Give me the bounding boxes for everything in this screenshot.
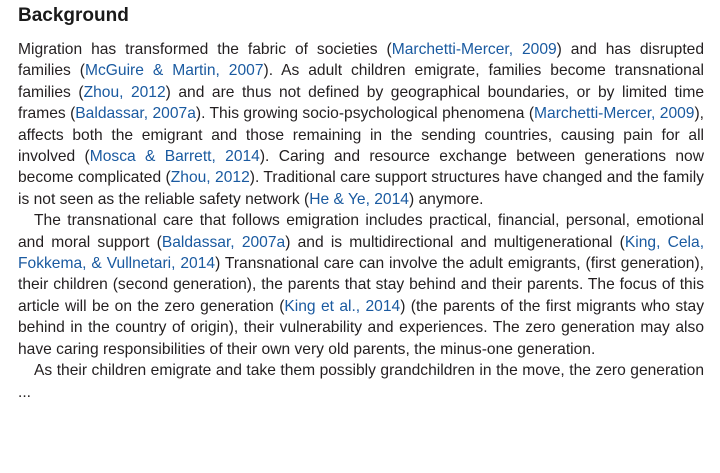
paragraph-text: ). Caring and resource exchange between generations now become complicated (	[18, 148, 704, 187]
citation-link[interactable]: Mosca & Barrett, 2014	[89, 148, 260, 166]
paragraph-3	[18, 360, 704, 403]
paragraph-text: ) and are thus not defined by geographical boundaries, or by limited time frames (	[18, 83, 705, 123]
article-page	[18, 0, 704, 403]
citation-link[interactable]: McGuire & Martin, 2007	[85, 62, 264, 80]
paragraph-text: ) and is multidirectional and multigenerational (	[285, 233, 625, 251]
paragraph-text: Migration has transformed the fabric of societies (	[18, 41, 392, 58]
citation-link[interactable]: Marchetti-Mercer, 2009	[534, 105, 695, 123]
paragraph-text: ) anymore.	[408, 190, 484, 208]
paragraph-text: The transnational care that follows emigration includes practical, financial, personal, emotional and moral support (	[18, 212, 704, 251]
citation-link[interactable]: Marchetti-Mercer, 2009	[391, 41, 557, 58]
citation-link[interactable]: King, Cela, Fokkema, & Vullnetari, 2014	[18, 233, 705, 273]
citation-link[interactable]: He & Ye, 2014	[309, 190, 409, 208]
citation-link[interactable]: Baldassar, 2007a	[75, 105, 196, 123]
paragraph-text: ). As adult children emigrate, families become transnational families (	[18, 62, 704, 101]
paragraph-text: ). Traditional care support structures have changed and the family is not seen as the reliable safety network (	[18, 169, 704, 208]
paragraph-text: ) Transnational care can involve the adult emigrants, (first generation), their children (second generation), the parents that stay behind and their parents. The focus of this article will be on the zero generation (	[18, 255, 705, 315]
section-heading: Background	[18, 5, 129, 26]
citation-link[interactable]: Zhou, 2012	[170, 169, 250, 187]
paragraph-text: ) (the parents of the first migrants who stay behind in the country of origin), their vulnerability and experiences. The zero generation may also have caring responsibilities of their own very old parents, the minus-one generation.	[18, 297, 704, 358]
paragraph-1	[18, 39, 704, 210]
paragraph-text: ). This growing socio-psychological phenomena (	[195, 105, 535, 123]
citation-link[interactable]: Zhou, 2012	[83, 83, 166, 101]
citation-link[interactable]: Baldassar, 2007a	[161, 233, 286, 251]
paragraph-text: As their children emigrate and take them possibly grandchildren in the move, the zero generation ...	[18, 362, 704, 401]
paragraph-2	[18, 210, 704, 360]
paragraph-text: ), affects both the emigrant and those remaining in the sending countries, causing pain for all involved (	[18, 105, 704, 166]
citation-link[interactable]: King et al., 2014	[284, 297, 401, 315]
paragraph-text: ) and has disrupted families (	[18, 41, 704, 80]
